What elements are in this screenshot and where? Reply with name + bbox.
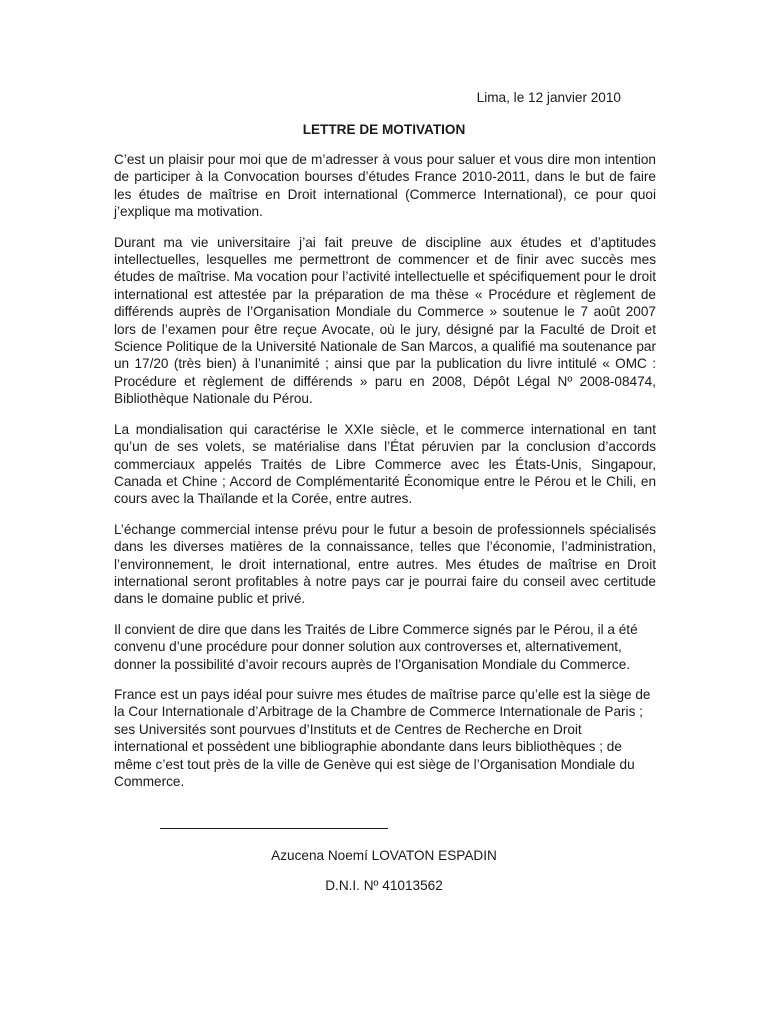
paragraph-university: Durant ma vie universitaire j’ai fait preuve de discipline aux études et d’aptitudes intellectuelles, lesquelles me permettront de commencer et de finir avec succès mes études de maîtrise. Ma vocation pour l’activité intellectuelle et spécifiquement pour le droit international est attestée par la préparation de ma thèse « Procédure et règlement de différends auprès de l’Organisation Mondiale du Commerce » soutenue le 7 août 2007 lors de l’examen pour être reçue Avocate, où le jury, désigné par la Faculté de Droit et Science Politique de la Université Nationale de San Marcos, a qualifié ma soutenance par un 17/20 (très bien) à l’unanimité ; ainsi que par la publication du livre intitulé « OMC : Procédure et règlement de différends » paru en 2008, Dépôt Légal Nº 2008-08474, Bibliothèque Nationale du Pérou. <box>114 234 656 407</box>
paragraph-treaties: Il convient de dire que dans les Traités de Libre Commerce signés par le Pérou, il a été convenu d’une procédure pour donner solution aux controverses et, alternativement, donner la possibilité d’avoir recours auprès de l’Organisation Mondiale du Commerce. <box>114 621 638 672</box>
paragraph-intro: C’est un plaisir pour moi que de m’adresser à vous pour saluer et vous dire mon intention de participer à la Convocation bourses d’études France 2010-2011, dans le but de faire les études de maîtrise en Droit international (Commerce International), ce pour quoi j’explique ma motivation. <box>114 152 656 220</box>
paragraph-france: France est un pays idéal pour suivre mes études de maîtrise parce qu’elle est la siège de la Cour Internationale d’Arbitrage de la Chambre de Commerce Internationale de Paris ; ses Universités sont pourvues d’Instituts et de Centres de Recherche en Droit international et possèdent une bibliographie abondante dans leurs bibliothèques ; de même c’est tout près de la ville de Genève qui est siège de l’Organisation Mondiale du Commerce. <box>114 686 651 789</box>
paragraph-globalization: La mondialisation qui caractérise le XXIe siècle, et le commerce international en tant qu’un de ses volets, se matérialise dans l’État péruvien par la conclusion d’accords commerciaux appelés Traités de Libre Commerce avec les États-Unis, Singapour, Canada et Chine ; Accord de Complémentarité Économique entre le Pérou et le Chili, en cours avec la Thaïlande et la Corée, entre autres. <box>114 421 656 507</box>
signatory-id: D.N.I. Nº 41013562 <box>325 878 443 893</box>
letter-title: LETTRE DE MOTIVATION <box>302 122 466 137</box>
letter-body <box>114 151 656 803</box>
signatory-name: Azucena Noemí LOVATON ESPADIN <box>271 848 497 863</box>
letter-date: Lima, le 12 janvier 2010 <box>476 90 621 105</box>
signature-line <box>160 828 388 829</box>
paragraph-exchange: L’échange commercial intense prévu pour le futur a besoin de professionnels spécialisés dans les diverses matières de la connaissance, telles que l’économie, l’administration, l’environnement, le droit international, entre autres. Mes études de maîtrise en Droit international seront profitables à notre pays car je pourrai faire du conseil avec certitude dans le domaine public et privé. <box>114 521 656 607</box>
